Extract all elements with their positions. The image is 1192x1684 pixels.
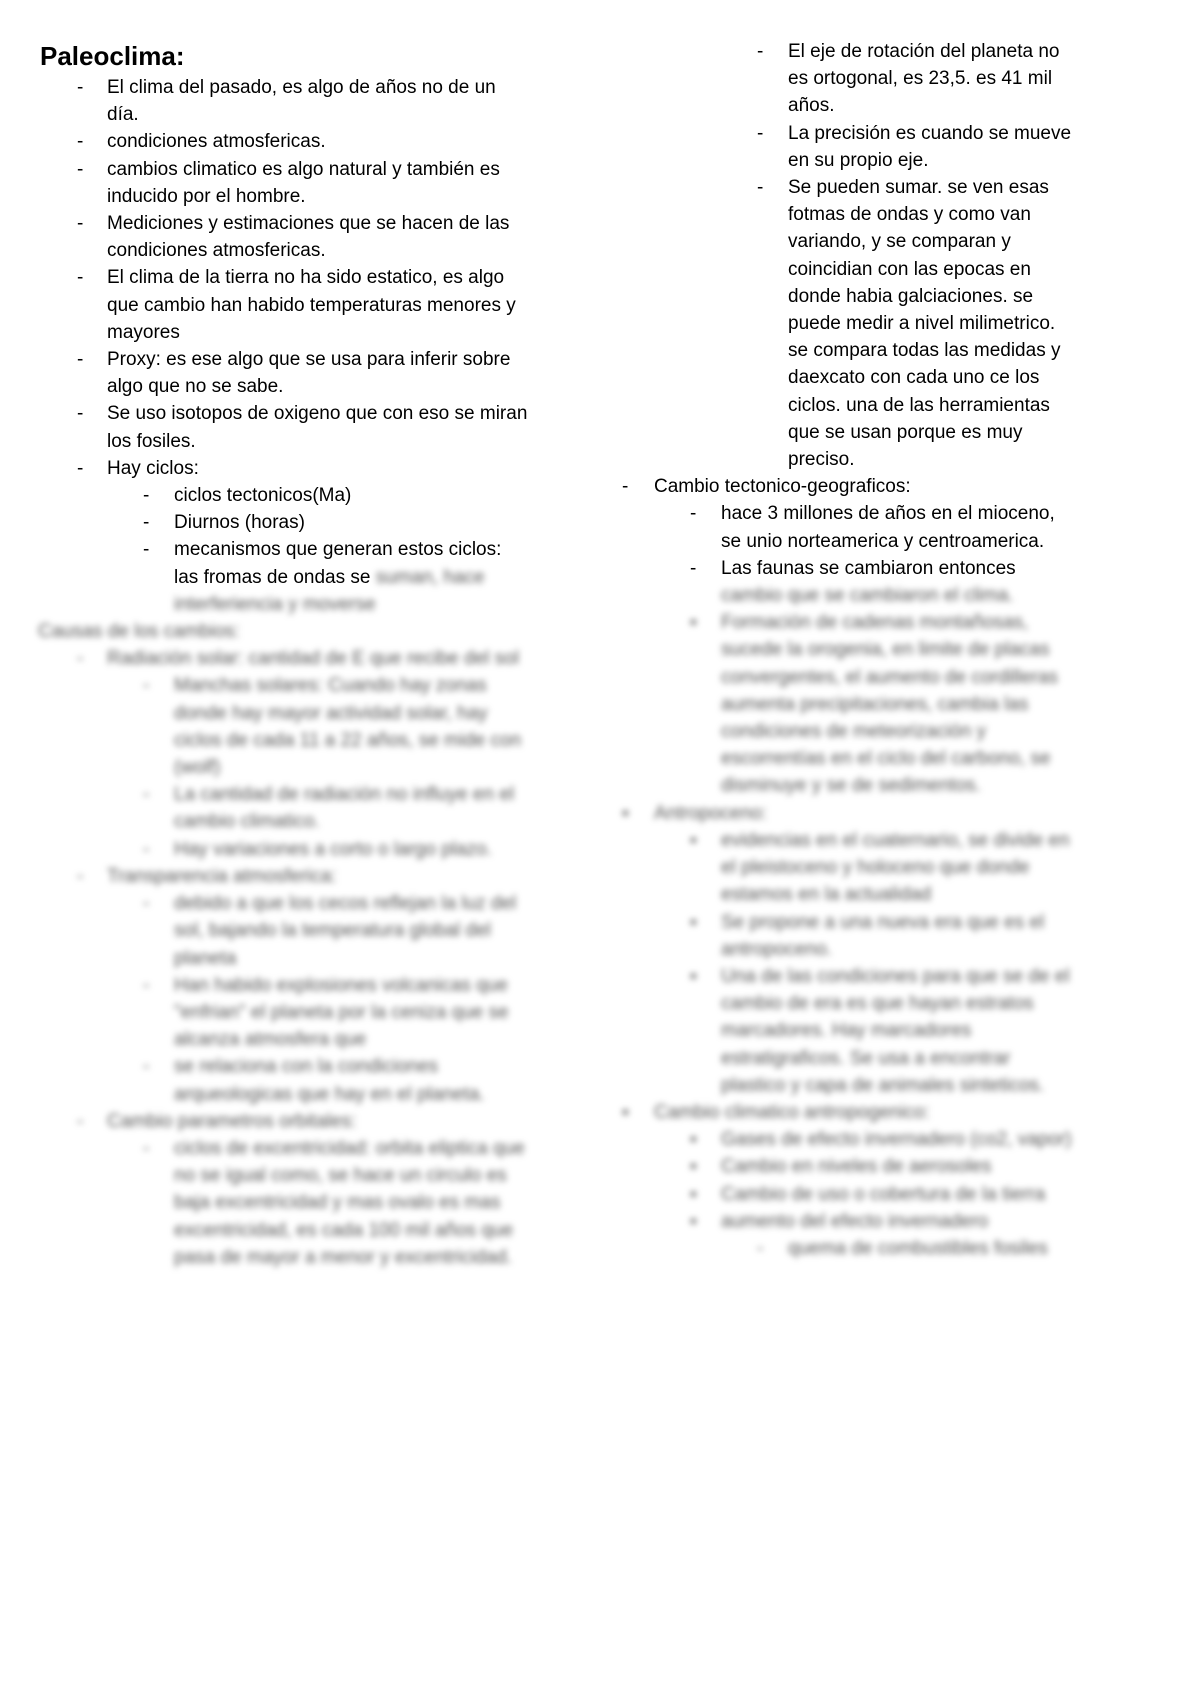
item-text: El clima de la tierra no ha sido estatico, es algo que cambio han habido temperaturas menores y mayores	[107, 267, 516, 343]
bullet-marker: -	[77, 213, 84, 235]
bullet-marker: ▪	[622, 1101, 629, 1123]
blurred-text: aumento del efecto invernadero	[721, 1210, 989, 1232]
blurred-text: Transparencia atmosferica:	[107, 865, 337, 887]
blurred-text: debido a que los cecos reflejan la luz del sol, bajando la temperatura global del planeta	[174, 893, 517, 969]
bullet-marker: -	[77, 865, 84, 887]
item-text: La precisión es cuando se mueve en su propio eje.	[788, 122, 1072, 171]
list-item	[0, 555, 1078, 609]
blurred-text: cambio que se cambiaron el clima.	[721, 585, 1014, 607]
list-item	[0, 174, 1078, 473]
list-item	[0, 120, 1078, 174]
list-item	[0, 1099, 1078, 1126]
blurred-text: Manchas solares: Cuando hay zonas donde hay mayor actividad solar, hay ciclos de cada 11 a 22 años, se mide con (wolf)	[174, 675, 522, 779]
bullet-marker: -	[143, 1137, 150, 1159]
bullet-marker: ▪	[690, 1129, 697, 1151]
blurred-text: Causas de los cambios:	[38, 621, 240, 643]
blurred-text: La cantidad de radiación no influye en el cambio climatico.	[174, 784, 515, 833]
bullet-marker: ▪	[690, 1183, 697, 1205]
bullet-marker: ▪	[622, 802, 629, 824]
blurred-text: suman, hace interferiencia y moverse	[174, 566, 485, 615]
item-text: ciclos tectonicos(Ma)	[174, 485, 352, 507]
bullet-marker: -	[143, 784, 150, 806]
list-item	[0, 609, 1078, 799]
bullet-marker: -	[143, 1056, 150, 1078]
item-text: Se pueden sumar. se ven esas fotmas de ondas y como van variando, y se comparan y coincidian con las epocas en donde habia galciaciones. se puede medir a nivel milimetrico. se compara todas las medidas y daexcato con cada uno ce los ciclos. una de las herramientas que se usan porque es muy preciso.	[788, 177, 1061, 471]
bullet-marker: -	[757, 41, 764, 62]
item-text: El eje de rotación del planeta no es ortogonal, es 23,5. es 41 mil años.	[788, 41, 1060, 117]
bullet-marker: -	[77, 77, 84, 98]
blurred-text: Se propone a una nueva era que es el antropoceno.	[721, 911, 1045, 960]
bullet-marker: ▪	[690, 1210, 697, 1232]
item-text: mecanismos que generan estos ciclos: las fromas de ondas se	[174, 539, 502, 588]
list-item	[0, 909, 1078, 963]
blurred-text: Radiación solar: cantidad de E que recibe del sol	[107, 648, 519, 670]
bullet-marker: -	[143, 893, 150, 915]
bullet-marker: ▪	[690, 1156, 697, 1178]
item-text: Hay ciclos:	[107, 457, 199, 479]
bullet-marker: -	[77, 158, 84, 180]
bullet-marker: -	[757, 1237, 764, 1259]
bullet-marker: -	[143, 539, 150, 561]
item-text: hace 3 millones de años en el mioceno, se unio norteamerica y centroamerica.	[721, 503, 1055, 552]
item-text: condiciones atmosfericas.	[107, 131, 326, 153]
blurred-text: Formación de cadenas montañosas, sucede la orogenia, en limite de placas convergentes, el aumento de cordilleras aumenta precipitaciones, cambia las condiciones de meteorización y escorrentías en el ciclo del carbono, se disminuye y se de sedimentos.	[721, 612, 1058, 797]
bullet-marker: -	[143, 974, 150, 996]
blurred-text: Una de las condiciones para que se de el cambio de era es que hayan estratos marcadores. Hay marcadores estratigraficos. Se usa a encontrar plastico y capa de animales sinteticos.	[721, 965, 1070, 1096]
bullet-marker: ▪	[690, 965, 697, 987]
blurred-text: Cambio en niveles de aerosoles	[721, 1156, 992, 1178]
bullet-marker: -	[143, 485, 150, 507]
list-item	[0, 500, 1078, 554]
bullet-marker: ▪	[690, 612, 697, 634]
bullet-marker: -	[77, 1110, 84, 1132]
bullet-marker: -	[690, 557, 697, 579]
bullet-marker: -	[77, 457, 84, 479]
blurred-text: quema de combustibles fosiles	[788, 1237, 1048, 1259]
blurred-text: Cambio parametros orbitales:	[107, 1110, 357, 1132]
item-text: Proxy: es ese algo que se usa para inferir sobre algo que no se sabe.	[107, 349, 511, 398]
bullet-marker: -	[622, 476, 629, 498]
list-item	[0, 1235, 1078, 1262]
blurred-text: evidencias en el cuaternario, se divide en el pleistoceno y holoceno que donde estamos en la actualidad	[721, 829, 1070, 906]
blurred-text: Hay variaciones a corto o largo plazo.	[174, 838, 492, 860]
blurred-text: Gases de efecto invernadero (co2, vapor)	[721, 1129, 1072, 1151]
blurred-text: Cambio climatico antropogenico:	[654, 1101, 930, 1123]
list-item	[0, 1153, 1078, 1180]
item-text: Se uso isotopos de oxigeno que con eso se miran los fosiles.	[107, 403, 528, 452]
item-text: El clima del pasado, es algo de años no de un día.	[107, 77, 496, 126]
list-item	[0, 827, 1078, 909]
bullet-marker: -	[77, 648, 84, 670]
right-column	[0, 38, 1080, 1262]
bullet-marker: ▪	[690, 829, 697, 851]
bullet-marker: -	[143, 675, 150, 697]
list-item	[0, 38, 1078, 120]
bullet-marker: -	[77, 349, 84, 371]
bullet-marker: -	[757, 177, 764, 199]
bullet-marker: -	[757, 122, 764, 144]
item-text: Las faunas se cambiaron entonces	[721, 557, 1016, 579]
list-item	[0, 473, 1078, 500]
item-text: Mediciones y estimaciones que se hacen de las condiciones atmosfericas.	[107, 213, 510, 262]
item-text: Diurnos (horas)	[174, 512, 305, 534]
bullet-marker: -	[690, 503, 697, 525]
item-text: cambios climatico es algo natural y también es inducido por el hombre.	[107, 158, 500, 207]
bullet-marker: ▪	[690, 911, 697, 933]
item-text: Cambio tectonico-geograficos:	[654, 476, 911, 498]
bullet-marker: -	[143, 838, 150, 860]
blurred-text: ciclos de excentricidad: orbita eliptica que no se igual como, se hace un circulo es baja excentricidad y mas ovalo es mas excentricidad, es cada 100 mil años que pasa de mayor a menor y excentricidad.	[174, 1137, 525, 1268]
bullet-marker: -	[77, 267, 84, 289]
list-item	[0, 1208, 1078, 1235]
bullet-marker: -	[143, 512, 150, 534]
page-title: Paleoclima:	[40, 41, 185, 71]
list-item	[0, 1126, 1078, 1153]
blurred-text: se relaciona con la condiciones arqueologicas que hay en el planeta.	[174, 1056, 485, 1105]
list-item	[0, 963, 1078, 1099]
blurred-text: Cambio de uso o cobertura de la tierra	[721, 1183, 1046, 1205]
bullet-marker: -	[77, 403, 84, 425]
list-item	[0, 800, 1078, 827]
bullet-marker: -	[77, 131, 84, 153]
list-item	[0, 1181, 1078, 1208]
blurred-text: Han habido explosiones volcanicas que "enfrian" el planeta por la ceniza que se alcanza atmosfera que	[174, 974, 509, 1051]
blurred-text: Antropoceno:	[654, 802, 768, 824]
